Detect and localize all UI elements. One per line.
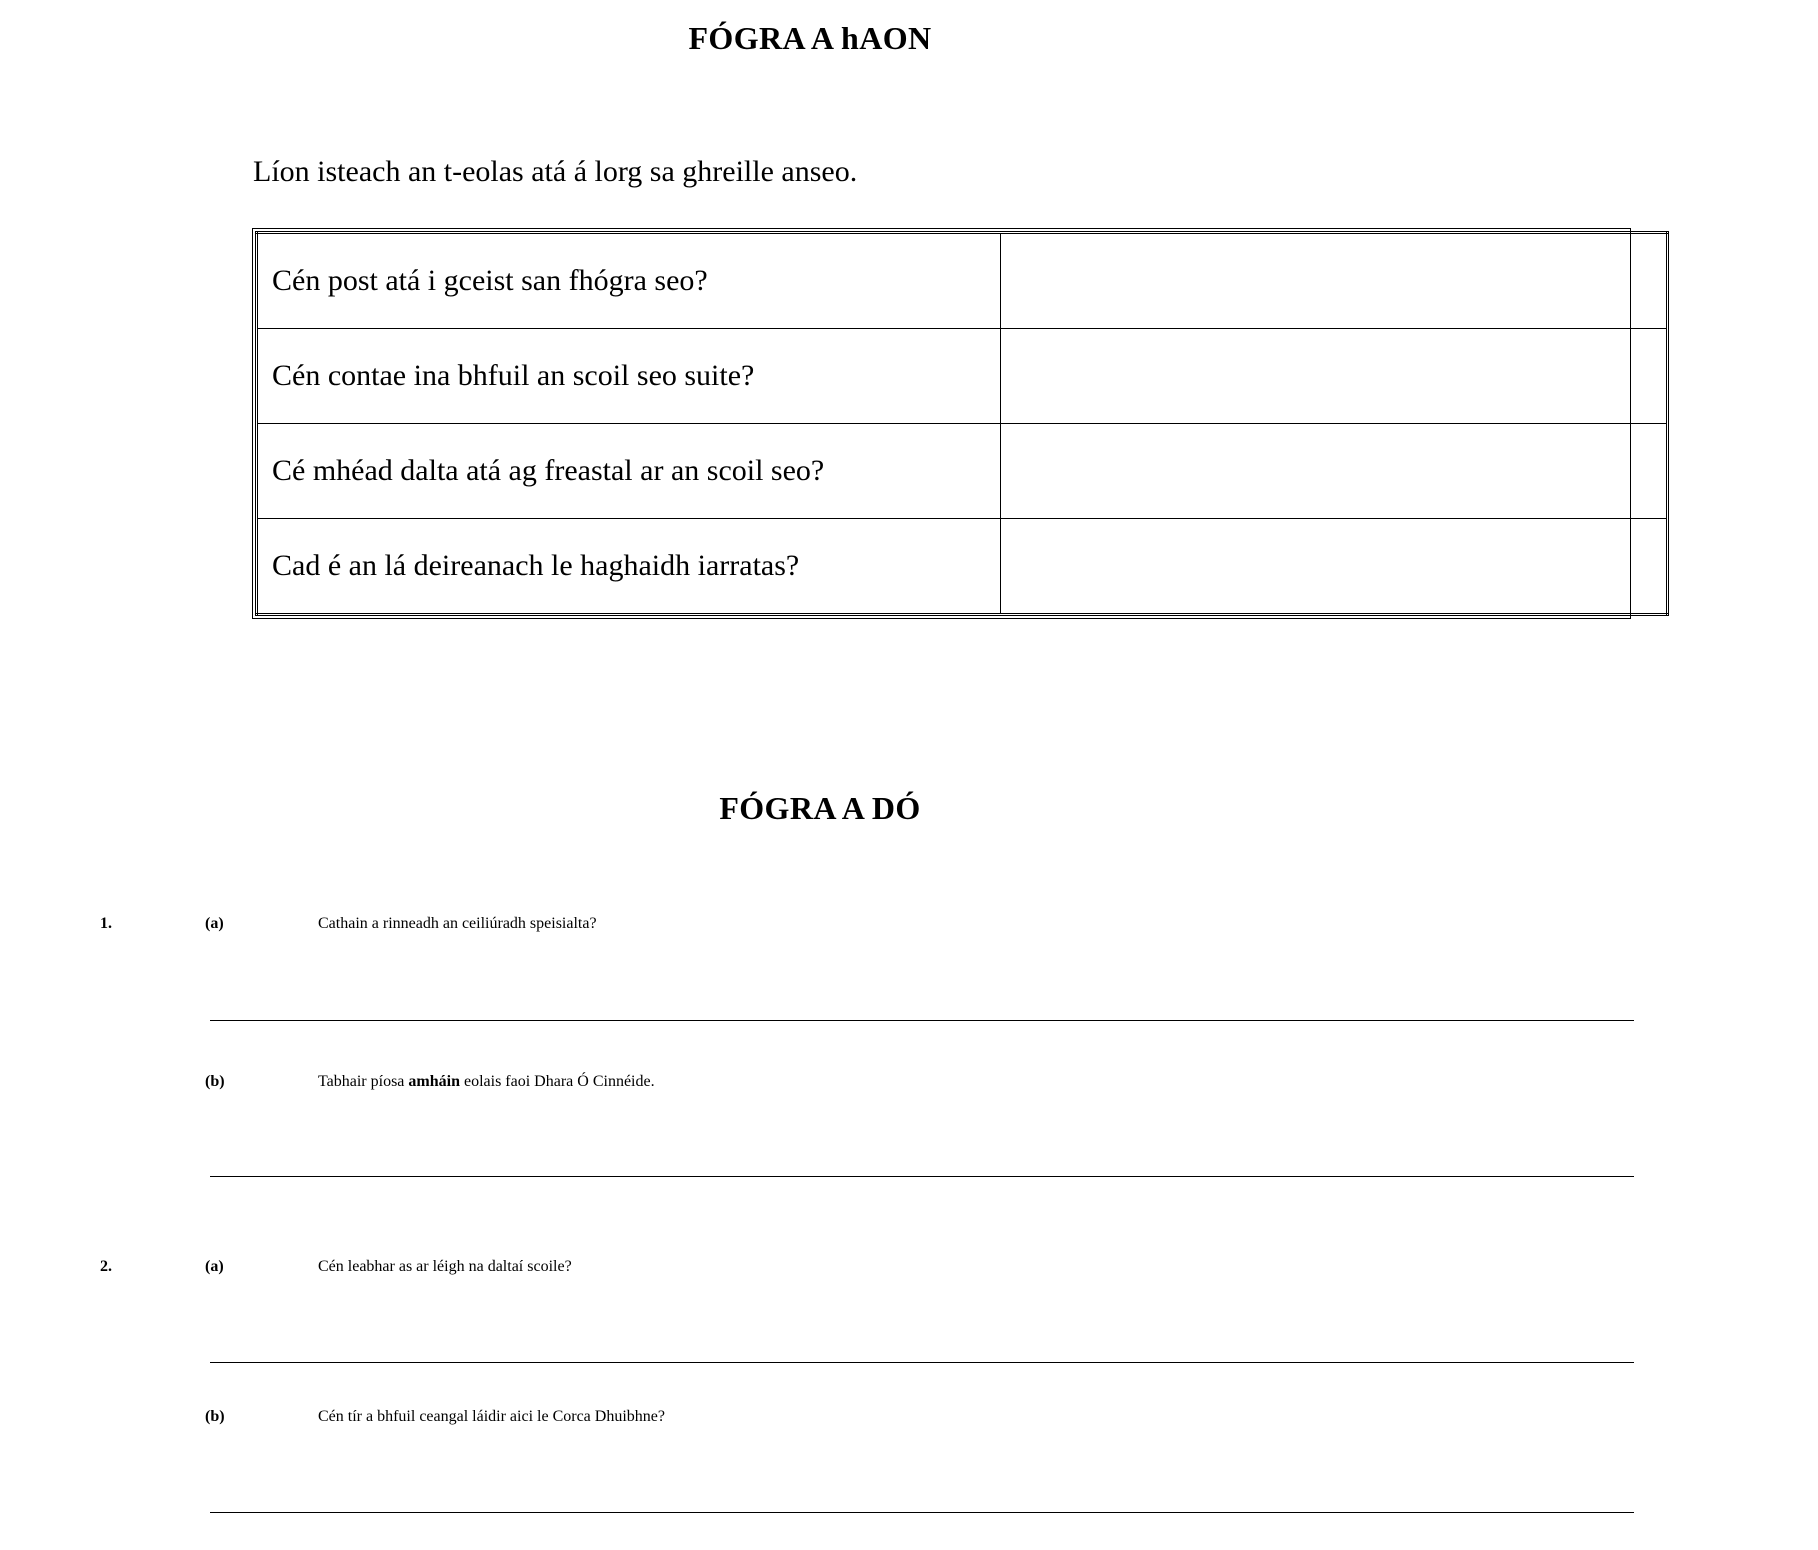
question-2-part-a-text xyxy=(318,1258,572,1276)
grid-question-cell: Cén contae ina bhfuil an scoil seo suite? xyxy=(257,329,1001,424)
question-number-2: 2. xyxy=(100,1258,112,1275)
section-heading-fogra-a-do: FÓGRA A DÓ xyxy=(719,790,921,826)
question-1a-text-before: Cathain a rinneadh an ceiliúradh speisialta? xyxy=(318,915,597,932)
question-2a-text-before: Cén leabhar as ar léigh na daltaí scoile? xyxy=(318,1258,572,1275)
answer-line-2b[interactable] xyxy=(210,1512,1634,1513)
table-row xyxy=(257,233,1668,329)
question-1b-text-before: Tabhair píosa xyxy=(318,1073,409,1090)
table-row xyxy=(257,329,1668,424)
question-1b-bold-word: amháin xyxy=(408,1073,460,1090)
question-2-part-b-text xyxy=(318,1408,665,1426)
question-2b-text-before: Cén tír a bhfuil ceangal láidir aici le Corca Dhuibhne? xyxy=(318,1408,665,1425)
info-grid xyxy=(255,231,1669,616)
question-1-part-b-letter: (b) xyxy=(205,1073,225,1090)
grid-question-cell: Cad é an lá deireanach le haghaidh iarratas? xyxy=(257,519,1001,615)
question-2-part-b-letter: (b) xyxy=(205,1408,225,1425)
section-heading-fogra-a-haon: FÓGRA A hAON xyxy=(688,20,932,56)
table-row xyxy=(257,519,1668,615)
grid-question-cell: Cé mhéad dalta atá ag freastal ar an scoil seo? xyxy=(257,424,1001,519)
table-row xyxy=(257,424,1668,519)
grid-question-cell: Cén post atá i gceist san fhógra seo? xyxy=(257,233,1001,329)
question-2-part-a-letter: (a) xyxy=(205,1258,224,1275)
answer-line-1b[interactable] xyxy=(210,1176,1634,1177)
answer-line-1a[interactable] xyxy=(210,1020,1634,1021)
grid-answer-cell[interactable] xyxy=(1001,519,1668,615)
question-1-part-a-letter: (a) xyxy=(205,915,224,932)
question-1-part-b-text xyxy=(318,1073,655,1091)
answer-line-2a[interactable] xyxy=(210,1362,1634,1363)
grid-answer-cell[interactable] xyxy=(1001,233,1668,329)
question-1b-text-after: eolais faoi Dhara Ó Cinnéide. xyxy=(459,1073,655,1090)
info-grid-outer-border xyxy=(252,228,1631,619)
grid-answer-cell[interactable] xyxy=(1001,424,1668,519)
question-number-1: 1. xyxy=(100,915,112,932)
grid-answer-cell[interactable] xyxy=(1001,329,1668,424)
question-1-part-a-text xyxy=(318,915,597,933)
instruction-text: Líon isteach an t-eolas atá á lorg sa ghreille anseo. xyxy=(253,155,858,188)
info-grid-container xyxy=(252,228,1631,619)
